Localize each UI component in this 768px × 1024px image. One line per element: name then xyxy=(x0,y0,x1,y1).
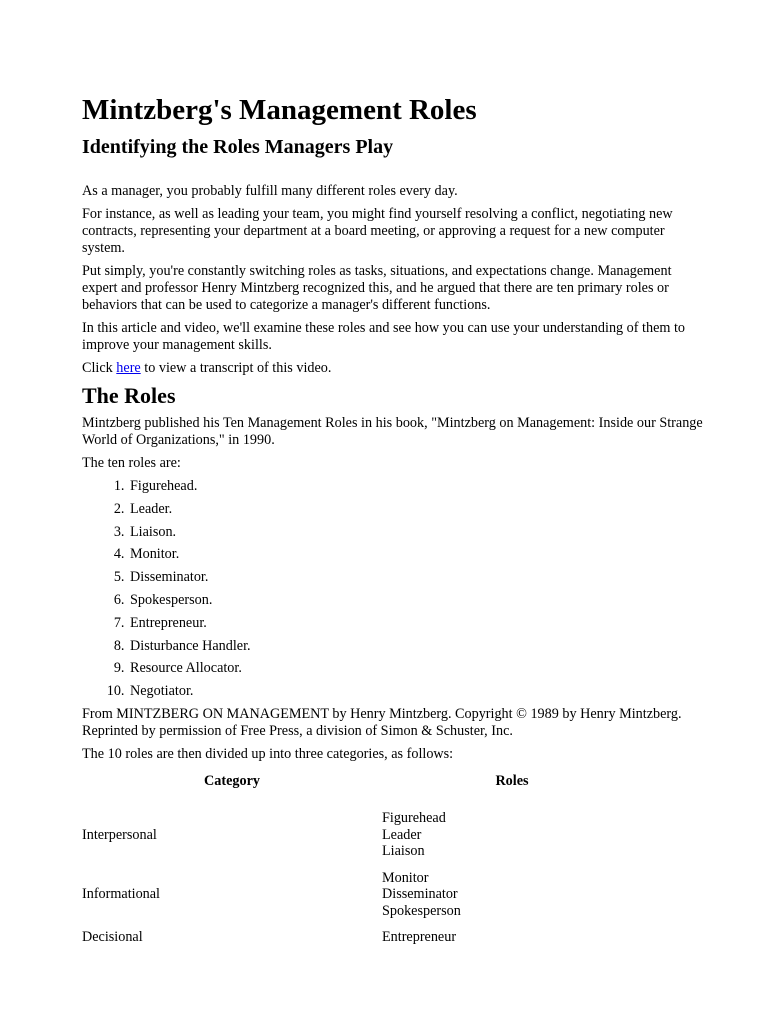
copyright-paragraph: From MINTZBERG ON MANAGEMENT by Henry Mintzberg. Copyright © 1989 by Henry Mintzberg. Reprinted by permission of Free Press, a division of Simon & Schuster, Inc. xyxy=(82,706,682,740)
list-item: 6. Spokesperson. xyxy=(128,592,708,609)
category-cell: Informational xyxy=(82,886,161,903)
role-name: Spokesperson xyxy=(382,902,461,919)
role-name: Entrepreneur xyxy=(382,929,457,946)
role-name: Disseminator xyxy=(382,886,458,903)
transcript-paragraph xyxy=(82,360,708,377)
intro-paragraph-3: Put simply, you're constantly switching roles as tasks, situations, and expectations change. Management expert and professor Henry Mintzberg recognized this, and he argued that there are ten primary roles or behaviors that can be used to categorize a manager's different functions. xyxy=(82,263,672,313)
categories-intro: The 10 roles are then divided up into three categories, as follows: xyxy=(82,746,454,763)
list-item: 3. Liaison. xyxy=(128,524,708,541)
roles-cell xyxy=(382,870,642,930)
list-item: 4. Monitor. xyxy=(128,546,708,563)
list-item: 1. Figurehead. xyxy=(128,478,708,495)
list-item: 9. Resource Allocator. xyxy=(128,660,708,677)
page-title: Mintzberg's Management Roles xyxy=(82,94,477,126)
transcript-prefix: Click xyxy=(82,360,117,376)
roles-cell xyxy=(382,810,642,870)
page-subtitle: Identifying the Roles Managers Play xyxy=(82,136,394,158)
roles-column-header: Roles xyxy=(495,773,529,790)
intro-paragraph-2: For instance, as well as leading your team, you might find yourself resolving a conflict, negotiating new contracts, representing your department at a board meeting, or approving a request for a new computer system. xyxy=(82,206,673,256)
intro-paragraph-4: In this article and video, we'll examine these roles and see how you can use your understanding of them to improve your management skills. xyxy=(82,320,685,353)
role-name: Leader xyxy=(382,826,422,843)
list-item: 7. Entrepreneur. xyxy=(128,615,708,632)
book-paragraph: Mintzberg published his Ten Management Roles in his book, "Mintzberg on Management: Inside our Strange World of Organizations," in 1990. xyxy=(82,415,703,448)
role-name: Figurehead xyxy=(382,810,446,827)
role-name: Monitor xyxy=(382,869,429,886)
role-name: Liaison xyxy=(382,843,425,860)
list-item: 2. Leader. xyxy=(128,501,708,518)
transcript-suffix: to view a transcript of this video. xyxy=(140,360,332,376)
table-row xyxy=(82,810,642,870)
table-header-row xyxy=(82,773,642,810)
category-cell: Decisional xyxy=(82,929,143,946)
category-column-header: Category xyxy=(204,773,260,790)
list-intro: The ten roles are: xyxy=(82,455,181,471)
list-item: 10. Negotiator. xyxy=(128,683,708,700)
roles-cell xyxy=(382,929,642,956)
section-heading-roles: The Roles xyxy=(82,383,176,408)
table-row xyxy=(82,929,642,956)
category-cell: Interpersonal xyxy=(82,826,157,843)
roles-list xyxy=(82,478,708,700)
table-row xyxy=(82,870,642,930)
transcript-link[interactable]: here xyxy=(116,360,141,376)
list-item: 5. Disseminator. xyxy=(128,569,708,586)
list-item: 8. Disturbance Handler. xyxy=(128,638,708,655)
intro-paragraph-1: As a manager, you probably fulfill many different roles every day. xyxy=(82,183,458,199)
roles-category-table xyxy=(82,773,642,956)
